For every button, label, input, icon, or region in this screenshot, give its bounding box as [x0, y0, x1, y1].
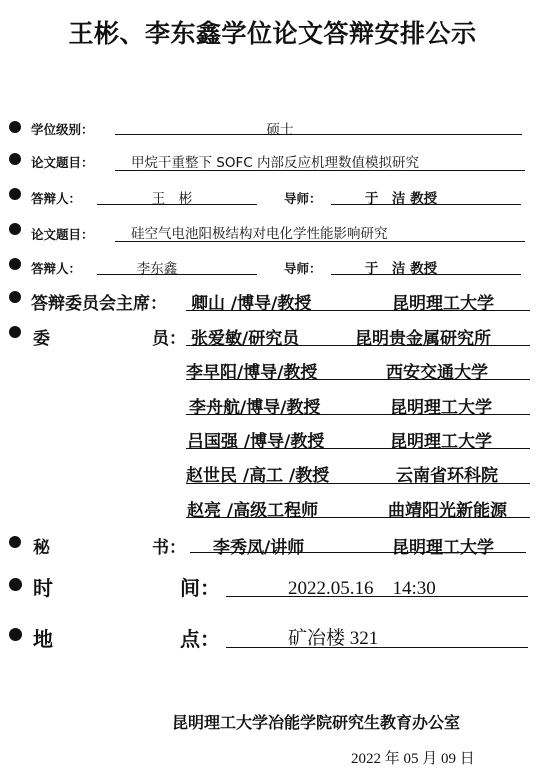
time-value: 2022.05.16 14:30	[288, 578, 436, 599]
members-label-char1: 委	[33, 329, 50, 349]
member-affiliation: 西安交通大学	[386, 363, 488, 383]
place-label-char1: 地	[33, 627, 53, 651]
degree-label: 学位级别：	[31, 122, 94, 137]
chair-label: 答辩委员会主席：	[31, 294, 167, 314]
member-affiliation: 昆明理工大学	[390, 432, 492, 452]
defender2-label: 答辩人：	[31, 261, 82, 276]
bullet-icon	[9, 578, 22, 591]
issue-date: 2022 年 05 月 09 日	[351, 751, 475, 767]
thesis2-title: 硅空气电池阳极结构对电化学性能影响研究	[131, 226, 388, 242]
member-person: 吕国强 /博导/教授	[187, 432, 325, 452]
time-label-char1: 时	[33, 576, 53, 600]
member-affiliation: 昆明理工大学	[390, 398, 492, 418]
bullet-icon	[9, 258, 21, 270]
member-person: 张爱敏/研究员	[191, 329, 300, 349]
member-person: 赵世民 /高工 /教授	[186, 466, 330, 486]
supervisor1-label: 导师：	[284, 191, 322, 206]
thesis1-title: 甲烷干重整下 SOFC 内部反应机理数值模拟研究	[131, 155, 419, 171]
place-label-char2: 点：	[180, 627, 220, 651]
defender2-name: 李东鑫	[136, 261, 178, 277]
members-label-char2: 员：	[152, 329, 186, 349]
thesis1-label: 论文题目：	[31, 155, 94, 170]
bullet-icon	[9, 188, 21, 200]
thesis2-label: 论文题目：	[31, 227, 94, 242]
secretary-person: 李秀凤/讲师	[213, 538, 305, 558]
chair-person: 卿山 /博导/教授	[191, 294, 312, 314]
supervisor2-label: 导师：	[284, 261, 322, 276]
secretary-affiliation: 昆明理工大学	[392, 538, 494, 558]
bullet-icon	[9, 326, 21, 338]
member-person: 李舟航/博导/教授	[189, 398, 321, 418]
chair-affiliation: 昆明理工大学	[392, 294, 494, 314]
member-affiliation: 昆明贵金属研究所	[355, 329, 491, 349]
time-label-char2: 间：	[180, 576, 220, 600]
bullet-icon	[9, 121, 21, 133]
member-affiliation: 云南省环科院	[396, 466, 498, 486]
bullet-icon	[9, 153, 21, 165]
member-person: 李早阳/博导/教授	[186, 363, 318, 383]
secretary-label-char1: 秘	[33, 538, 50, 558]
bullet-icon	[9, 628, 22, 641]
bullet-icon	[9, 223, 21, 235]
defender1-label: 答辩人：	[31, 191, 82, 206]
bullet-icon	[9, 291, 21, 303]
member-person: 赵亮 /高级工程师	[187, 501, 319, 521]
issuing-office: 昆明理工大学冶能学院研究生教育办公室	[172, 713, 461, 732]
supervisor1-name: 于 洁 教授	[364, 191, 438, 207]
degree-value: 硕士	[266, 122, 294, 138]
page-title: 王彬、李东鑫学位论文答辩安排公示	[68, 19, 477, 48]
secretary-label-char2: 书：	[152, 538, 186, 558]
bullet-icon	[9, 536, 21, 548]
supervisor2-name: 于 洁 教授	[364, 261, 438, 277]
member-affiliation: 曲靖阳光新能源	[388, 501, 507, 521]
place-value: 矿冶楼 321	[288, 628, 379, 649]
defender1-name: 王 彬	[151, 191, 193, 207]
